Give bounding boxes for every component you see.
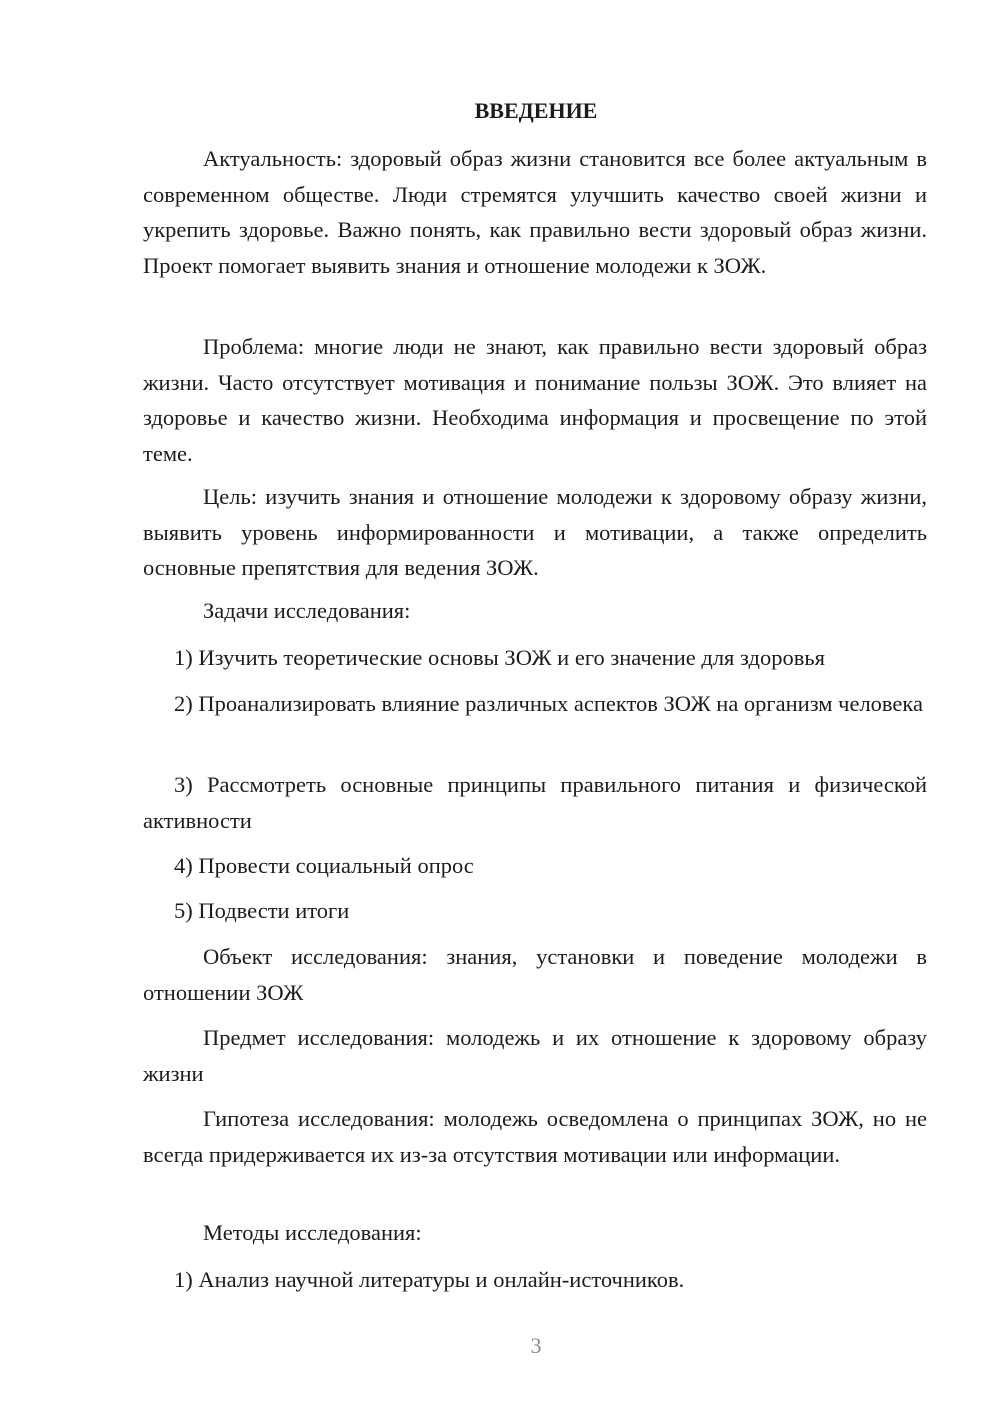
method-item-1: 1) Анализ научной литературы и онлайн-источников. (174, 1267, 685, 1292)
task-item-5: 5) Подвести итоги (174, 898, 350, 923)
page-title: ВВЕДЕНИЕ (474, 98, 598, 123)
paragraph-subject: Предмет исследования: молодежь и их отношение к здоровому образу жизни (143, 1025, 927, 1086)
paragraph-goal: Цель: изучить знания и отношение молодежи к здоровому образу жизни, выявить уровень информированности и мотивации, а также определить основные препятствия для ведения ЗОЖ. (143, 484, 927, 580)
tasks-heading: Задачи исследования: (203, 598, 411, 623)
task-item-1: 1) Изучить теоретические основы ЗОЖ и его значение для здоровья (174, 645, 825, 670)
paragraph-problem: Проблема: многие люди не знают, как правильно вести здоровый образ жизни. Часто отсутствует мотивация и понимание пользы ЗОЖ. Это влияет на здоровье и качество жизни. Необходима информация и просвещение по этой теме. (143, 334, 927, 466)
paragraph-hypothesis: Гипотеза исследования: молодежь осведомлена о принципах ЗОЖ, но не всегда придерживается их из-за отсутствия мотивации или информации. (143, 1106, 927, 1167)
task-item-4: 4) Провести социальный опрос (174, 853, 474, 878)
task-item-2: 2) Проанализировать влияние различных аспектов ЗОЖ на организм человека (174, 691, 923, 716)
paragraph-relevance: Актуальность: здоровый образ жизни становится все более актуальным в современном обществе. Люди стремятся улучшить качество своей жизни и укрепить здоровье. Важно понять, как правильно вести здоровый образ жизни. Проект помогает выявить знания и отношение молодежи к ЗОЖ. (143, 146, 927, 278)
methods-heading: Методы исследования: (203, 1220, 422, 1245)
paragraph-object: Объект исследования: знания, установки и поведение молодежи в отношении ЗОЖ (143, 944, 927, 1005)
task-item-3: 3) Рассмотреть основные принципы правильного питания и физической активности (143, 772, 927, 833)
page-number: 3 (530, 1333, 542, 1358)
